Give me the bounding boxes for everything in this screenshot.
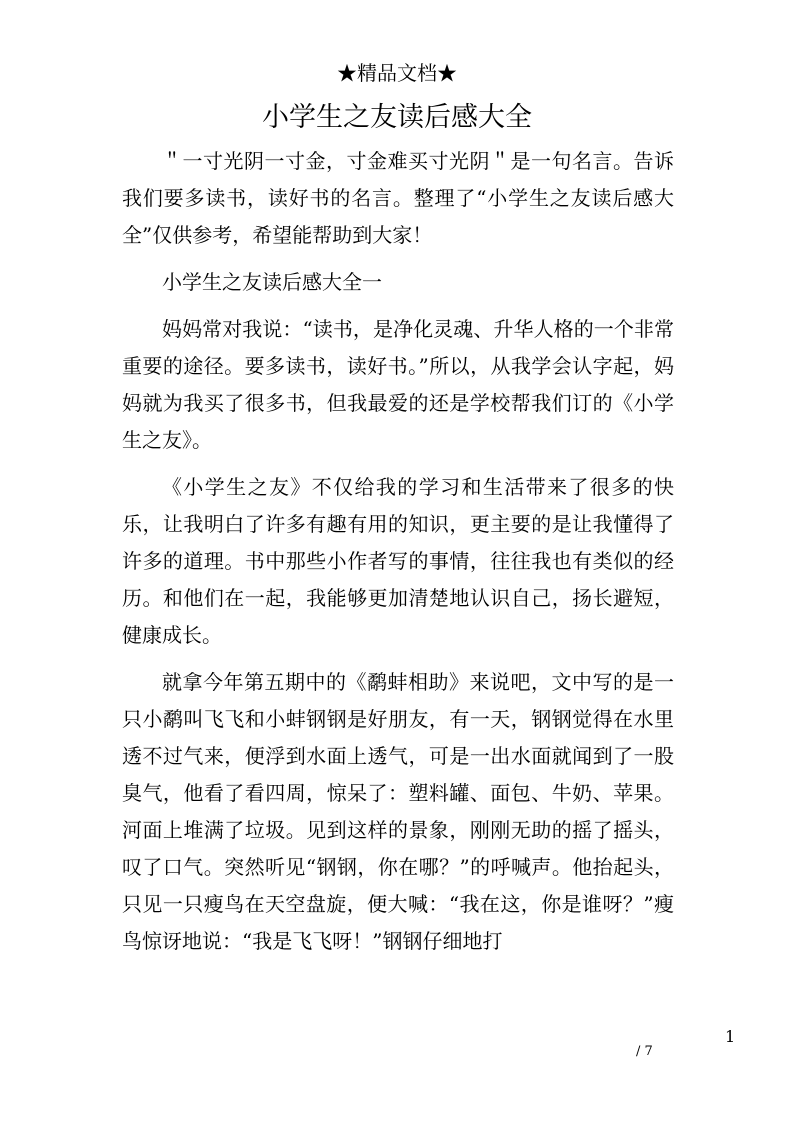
section-heading: 小学生之友读后感大全一 [162,270,382,294]
document-header: ★精品文档★ [337,61,457,85]
document-body [122,143,674,970]
body-paragraph: 《小学生之友》不仅给我的学习和生活带来了很多的快乐，让我明白了许多有趣有用的知识，更主要的是让我懂得了许多的道理。书中那些小作者写的事情，往往我也有类似的经历。和他们在一起，我能够更加清楚地认识自己，扬长避短，健康成长。 [122,475,674,647]
page-total: / 7 [636,1044,653,1059]
body-paragraph: 就拿今年第五期中的《鹬蚌相助》来说吧，文中写的是一只小鹬叫飞飞和小蚌钢钢是好朋友，有一天，钢钢觉得在水里透不过气来，便浮到水面上透气，可是一出水面就闻到了一股臭气，他看了看四周，惊呆了：塑料罐、面包、牛奶、苹果。河面上堆满了垃圾。见到这样的景象，刚刚无助的摇了摇头，叹了口气。突然听见“钢钢，你在哪？”的呼喊声。他抬起头，只见一只瘦鸟在天空盘旋，便大喊：“我在这，你是谁呀？”瘦鸟惊讶地说：“我是飞飞呀！”钢钢仔细地打 [122,670,674,953]
intro-paragraph: ＂一寸光阴一寸金，寸金难买寸光阴＂是一句名言。告诉我们要多读书，读好书的名言。整理了“小学生之友读后感大全”仅供参考，希望能帮助到大家！ [122,149,674,247]
page-number: 1 [725,1027,736,1046]
body-paragraph: 妈妈常对我说：“读书，是净化灵魂、升华人格的一个非常重要的途径。要多读书，读好书。”所以，从我学会认字起，妈妈就为我买了很多书，但我最爱的还是学校帮我们订的《小学生之友》。 [122,317,674,452]
document-title: 小学生之友读后感大全 [262,102,532,133]
